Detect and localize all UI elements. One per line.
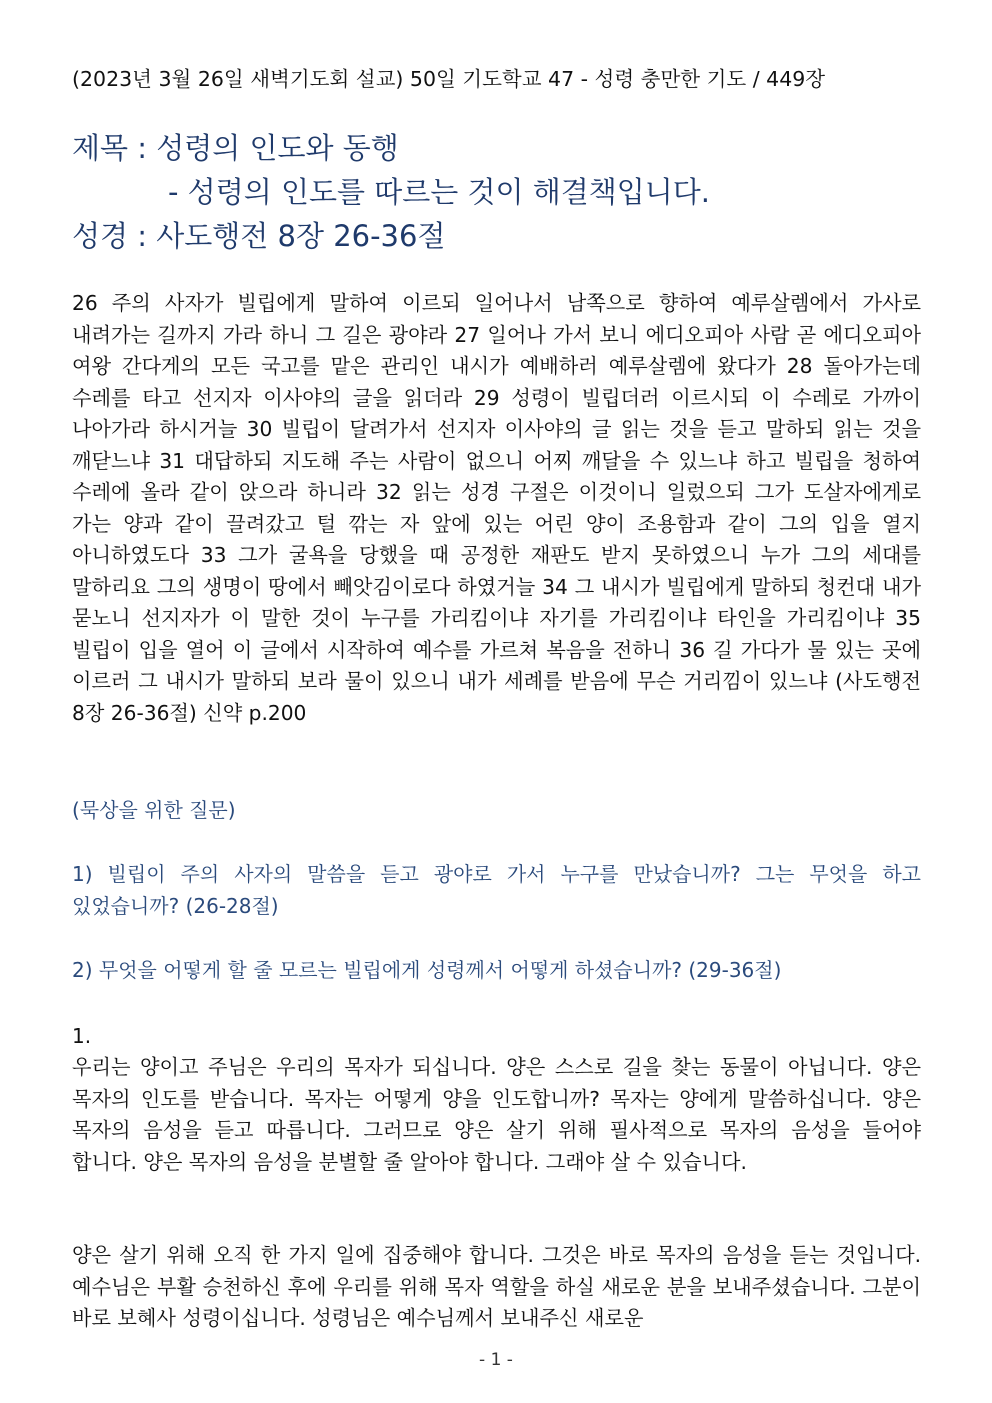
body-paragraph-2: 양은 살기 위해 오직 한 가지 일에 집중해야 합니다. 그것은 바로 목자의 음성을 듣는 것입니다. 예수님은 부활 승천하신 후에 우리를 위해 목자 역할을 하실 새로운 분을 보내주셨습니다. 그분이 바로 보혜사 성령이십니다. 성령님은 예수님께서 보내주신 새로운: [72, 1243, 921, 1330]
sermon-subtitle: - 성령의 인도를 따르는 것이 해결책입니다.: [168, 175, 711, 209]
sermon-title: 제목 : 성령의 인도와 동행: [72, 131, 399, 165]
sermon-header: (2023년 3월 26일 새벽기도회 설교) 50일 기도학교 47 - 성령 충만한 기도 / 449장: [72, 67, 826, 91]
page-number: - 1 -: [479, 1350, 513, 1370]
meditation-question-2: 2) 무엇을 어떻게 할 줄 모르는 빌립에게 성령께서 어떻게 하셨습니까? (29-36절): [72, 958, 782, 982]
meditation-question-1: 1) 빌립이 주의 사자의 말씀을 듣고 광야로 가서 누구를 만났습니까? 그는 무엇을 하고 있었습니까? (26-28절): [72, 862, 921, 918]
meditation-heading: (묵상을 위한 질문): [72, 798, 236, 822]
scripture-reference: 성경 : 사도행전 8장 26-36절: [72, 219, 446, 253]
title-block: [72, 126, 932, 258]
scripture-text: 26 주의 사자가 빌립에게 말하여 이르되 일어나서 남쪽으로 향하여 예루살렘에서 가사로 내려가는 길까지 가라 하니 그 길은 광야라 27 일어나 가서 보니 에디오피아 사람 곧 에디오피아 여왕 간다게의 모든 국고를 맡은 관리인 내시가 예배하러 예루살렘에 왔다가 28 돌아가는데 수레를 타고 선지자 이사야의 글을 읽더라 29 성령이 빌립더러 이르시되 이 수레로 가까이 나아가라 하시거늘 30 빌립이 달려가서 선지자 이사야의 글 읽는 것을 듣고 말하되 읽는 것을 깨닫느냐 31 대답하되 지도해 주는 사람이 없으니 어찌 깨달을 수 있느냐 하고 빌립을 청하여 수레에 올라 같이 앉으라 하니라 32 읽는 성경 구절은 이것이니 일렀으되 그가 도살자에게로 가는 양과 같이 끌려갔고 털 깎는 자 앞에 있는 어린 양이 조용함과 같이 그의 입을 열지 아니하였도다 33 그가 굴욕을 당했을 때 공정한 재판도 받지 못하였으니 누가 그의 세대를 말하리요 그의 생명이 땅에서 빼앗김이로다 하였거늘 34 그 내시가 빌립에게 말하되 청컨대 내가 묻노니 선지자가 이 말한 것이 누구를 가리킴이냐 자기를 가리킴이냐 타인을 가리킴이냐 35 빌립이 입을 열어 이 글에서 시작하여 예수를 가르쳐 복음을 전하니 36 길 가다가 물 있는 곳에 이르러 그 내시가 말하되 보라 물이 있으니 내가 세례를 받음에 무슨 거리낌이 있느냐 (사도행전 8장 26-36절) 신약 p.200: [72, 291, 921, 725]
section-number: 1.: [72, 1024, 92, 1048]
body-paragraph-1: 우리는 양이고 주님은 우리의 목자가 되십니다. 양은 스스로 길을 찾는 동물이 아닙니다. 양은 목자의 인도를 받습니다. 목자는 어떻게 양을 인도합니까? 목자는 양에게 말씀하십니다. 양은 목자의 음성을 듣고 따릅니다. 그러므로 양은 살기 위해 필사적으로 목자의 음성을 들어야 합니다. 양은 목자의 음성을 분별할 줄 알아야 합니다. 그래야 살 수 있습니다.: [72, 1055, 921, 1174]
